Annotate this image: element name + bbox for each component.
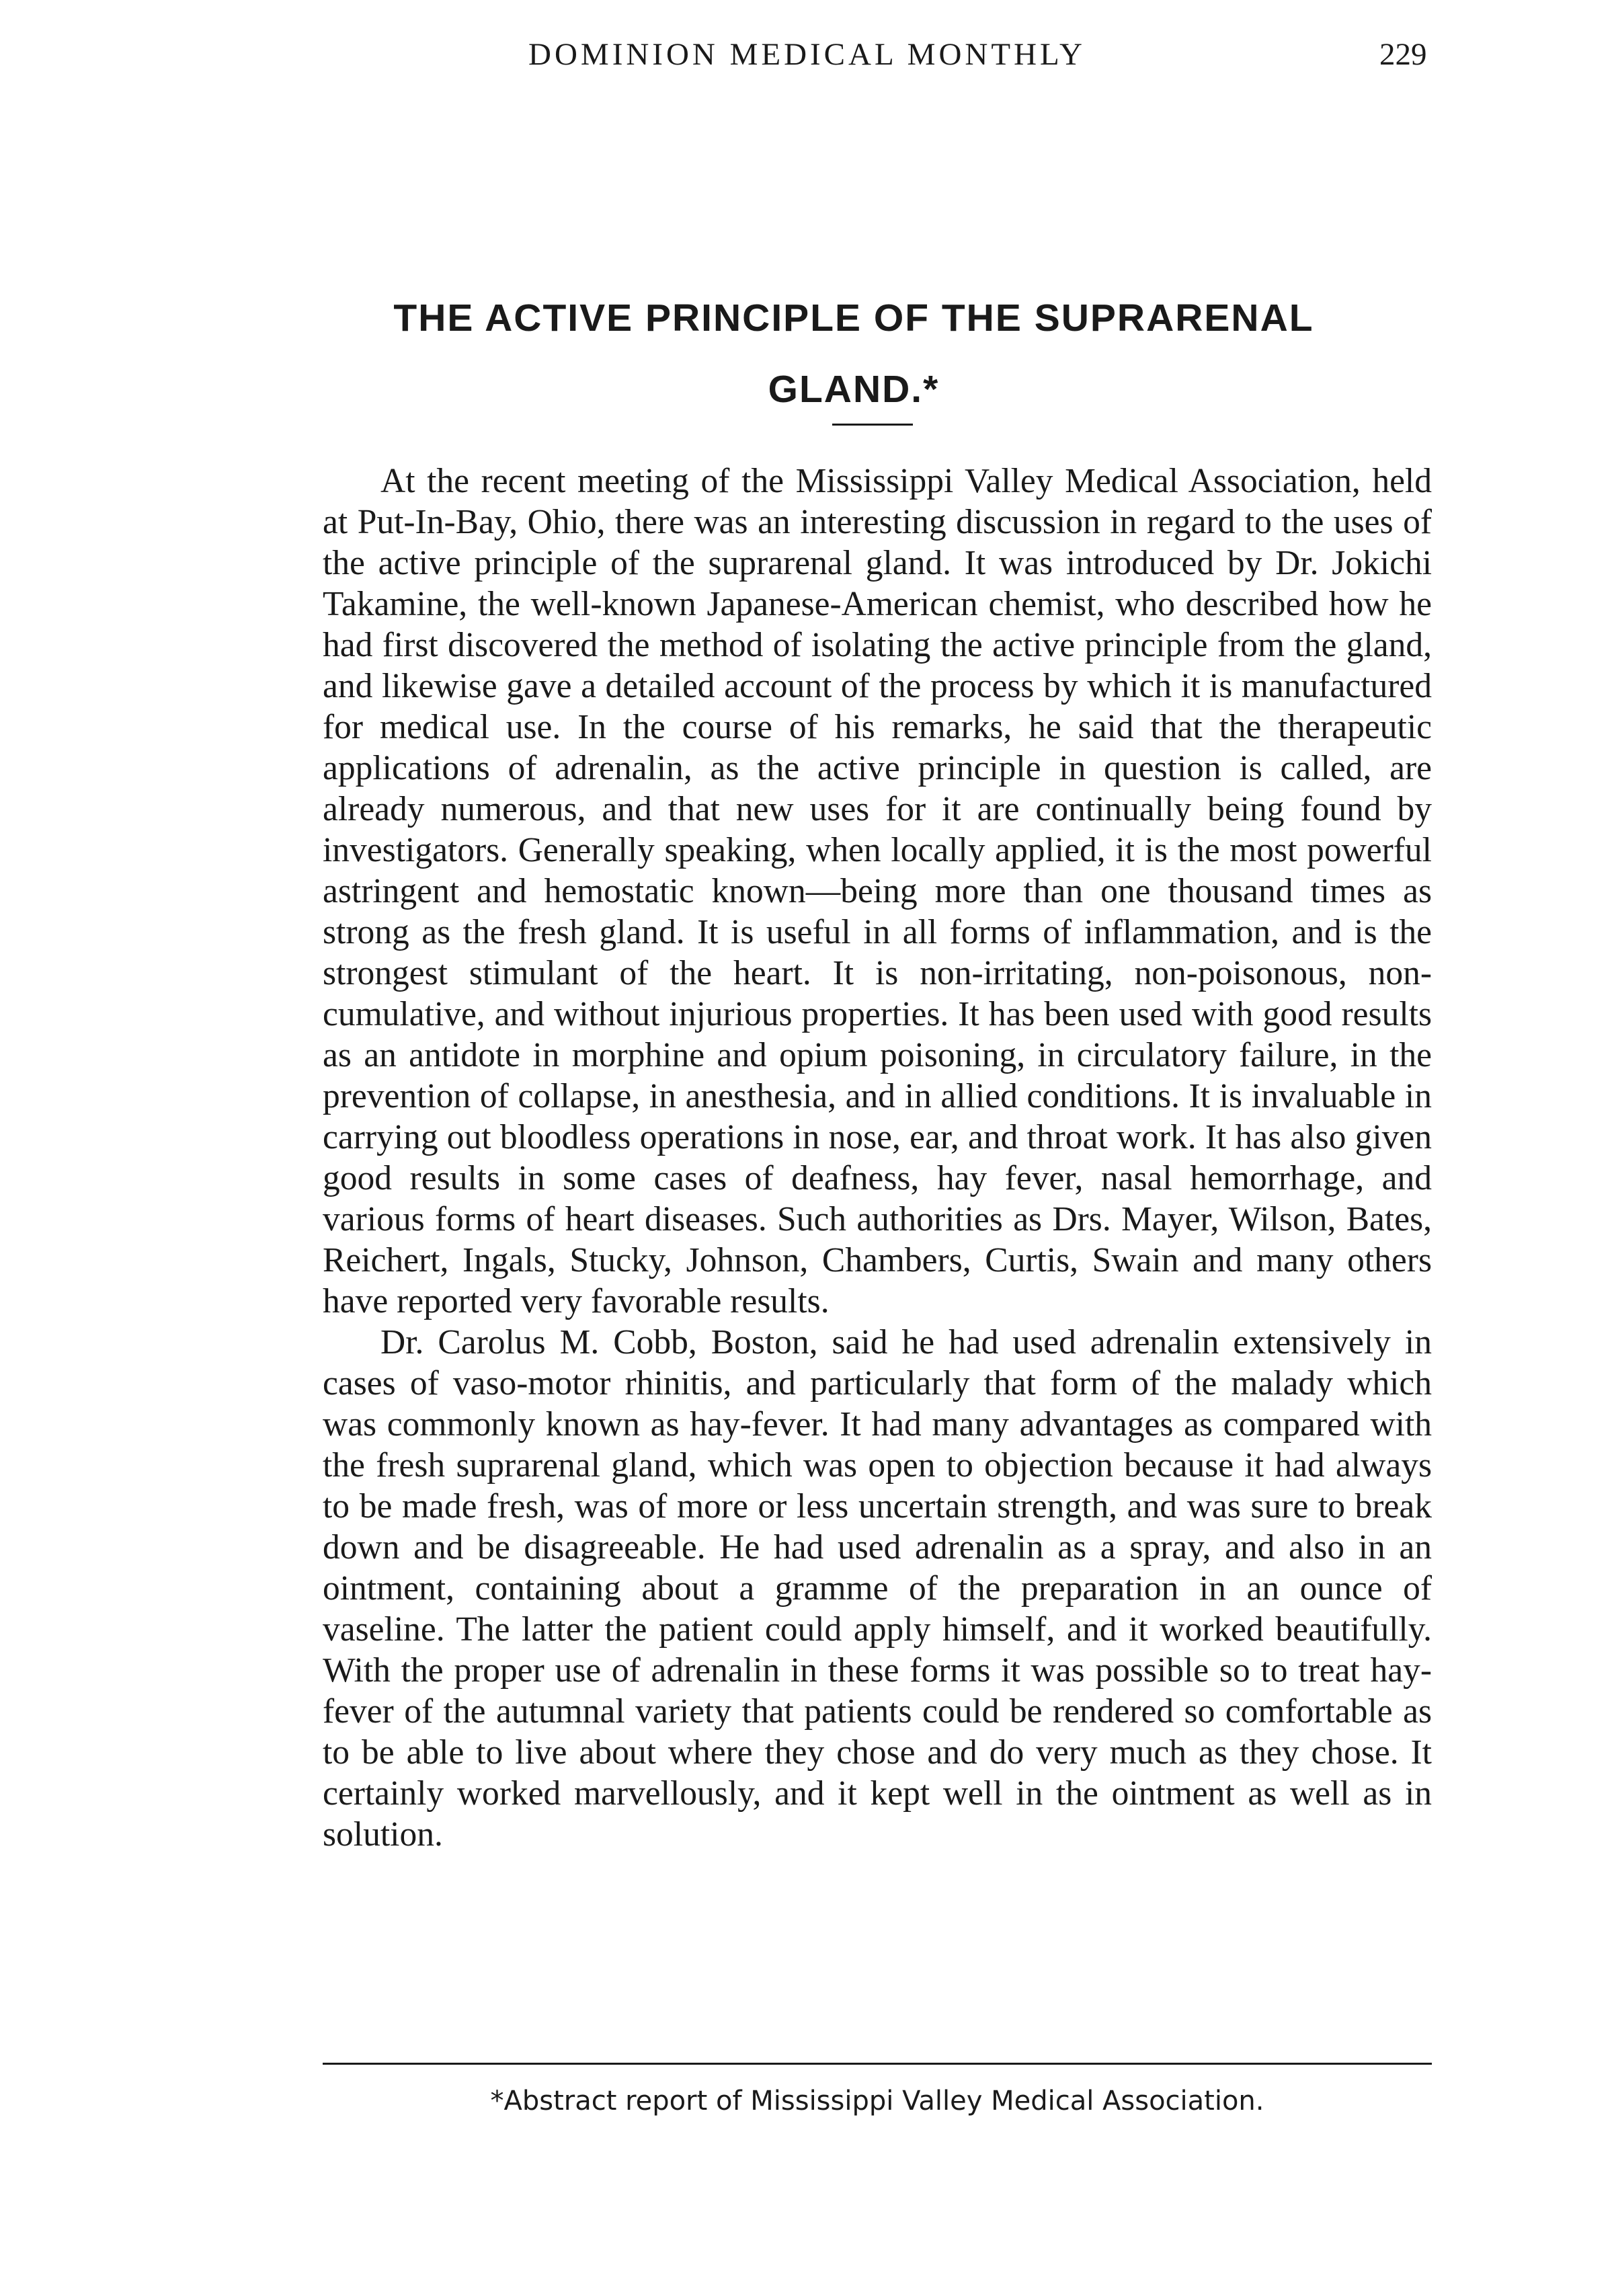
- article-body: [323, 461, 1432, 1855]
- footnote-divider: [323, 2063, 1432, 2065]
- paragraph: At the recent meeting of the Mississippi Valley Medical Association, held at Put-In-Bay, Ohio, there was an interesting discussion in regard to the uses of the active principle of the suprarenal gland. It was introduced by Dr. Jokichi Takamine, the well-known Japanese-American chemist, who described how he had first discovered the method of isolating the active principle from the gland, and likewise gave a detailed account of the process by which it is manufactured for medical use. In the course of his remarks, he said that the therapeutic applications of adrenalin, as the active principle in question is called, are already numerous, and that new uses for it are continually being found by investigators. Generally speaking, when locally applied, it is the most powerful astringent and hemostatic known—being more than one thousand times as strong as the fresh gland. It is useful in all forms of inflammation, and is the strongest stimulant of the heart. It is non-irritating, non-poisonous, non-cumulative, and without injurious properties. It has been used with good results as an antidote in morphine and opium poisoning, in circulatory failure, in the prevention of collapse, in anesthesia, and in allied conditions. It is invaluable in carrying out bloodless operations in nose, ear, and throat work. It has also given good results in some cases of deafness, hay fever, nasal hemorrhage, and various forms of heart diseases. Such authorities as Drs. Mayer, Wilson, Bates, Reichert, Ingals, Stucky, Johnson, Chambers, Curtis, Swain and many others have reported very favorable results.: [323, 462, 1432, 1320]
- journal-name: DOMINION MEDICAL MONTHLY: [528, 37, 1086, 72]
- footnote: *Abstract report of Mississippi Valley Medical Association.: [490, 2086, 1264, 2116]
- title-divider: [832, 424, 913, 426]
- running-head: [0, 31, 1614, 78]
- page-number: 229: [1379, 37, 1427, 72]
- paragraph: Dr. Carolus M. Cobb, Boston, said he had used adrenalin extensively in cases of vaso-motor rhinitis, and particularly that form of the malady which was commonly known as hay-fever. It had many advantages as compared with the fresh suprarenal gland, which was open to objection because it had always to be made fresh, was of more or less uncertain strength, and was sure to break down and be disagreeable. He had used adrenalin as a spray, and also in an ointment, containing about a gramme of the preparation in an ounce of vaseline. The latter the patient could apply himself, and it worked beautifully. With the proper use of adrenalin in these forms it was possible so to treat hay-fever of the autumnal variety that patients could be rendered so comfortable as to be able to live about where they chose and do very much as they chose. It certainly worked marvellously, and it kept well in the ointment as well as in solution.: [323, 1323, 1432, 1854]
- article-title: THE ACTIVE PRINCIPLE OF THE SUPRARENAL GLAND.*: [393, 296, 1314, 411]
